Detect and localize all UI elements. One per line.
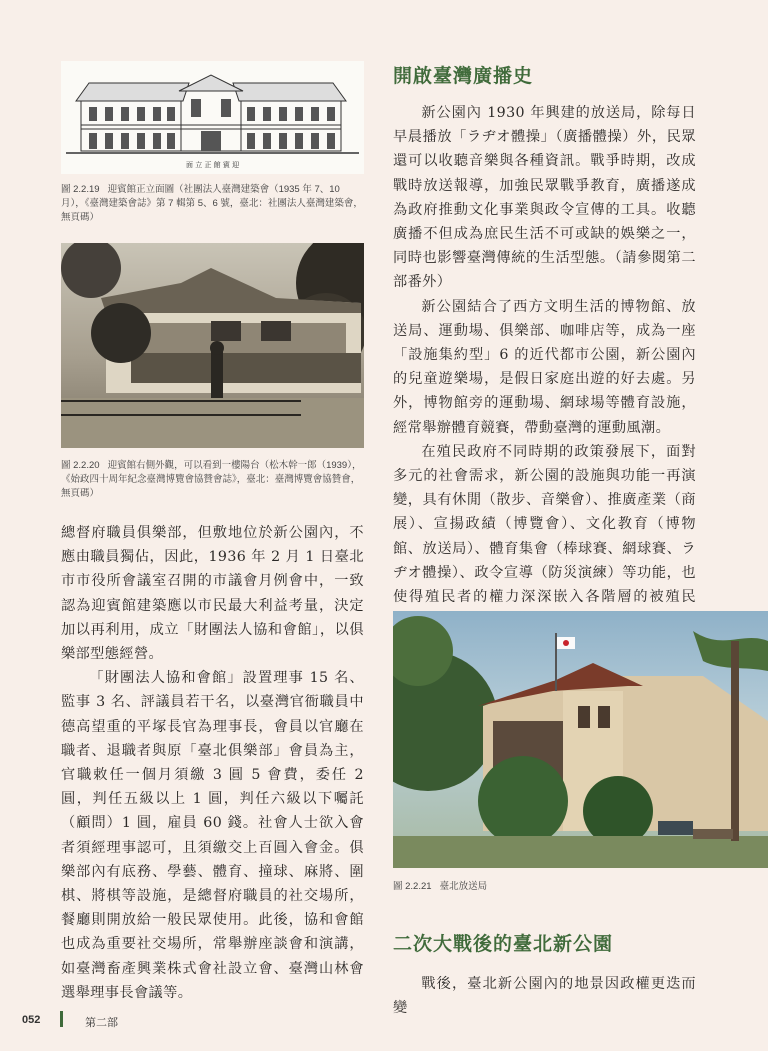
figure-number: 圖 2.2.21	[393, 881, 432, 892]
footer-section-label: 第二部	[85, 1017, 118, 1029]
footer-divider	[60, 1011, 63, 1027]
caption-text: 臺北放送局	[439, 881, 488, 892]
paragraph: 在殖民政府不同時期的政策發展下，面對多元的社會需求，新公園的設施與功能一再演變，具有休閒（散步、音樂會）、推廣產業（商展）、宣揚政績（博覽會）、文化教育（博物館、放送局）、體育集會（棒球賽、網球賽、ラヂオ體操）、政令宣導（防災演練）等功能，也使得殖民者的權力深深嵌入各階層的被殖民	[393, 443, 696, 606]
paragraph: 戰後，臺北新公園內的地景因政權更迭而變	[393, 976, 696, 1017]
paragraph: 新公園內 1930 年興建的放送局，除每日早晨播放「ラヂオ體操」（廣播體操）外，民眾還可以收聽音樂與各種資訊。戰爭時期，改成戰時放送報導，加強民眾戰爭教育，廣播遂成為政府推動文化事業與政令宣傳的工具。收聽廣播不但成為庶民生活不可或缺的娛樂之一，同時也影響臺灣傳統的生活型態。（請參閱第二部番外）	[393, 105, 696, 291]
drawing-label: 面 立 正 館 賓 迎	[186, 161, 240, 169]
figure-broadcast-station-photo	[393, 611, 768, 868]
caption-text: 迎賓館正立面圖（社團法人臺灣建築會（1935 年 7、10 月），《臺灣建築會誌》第 7 輯第 5、6 號，臺北：社團法人臺灣建築會，無頁碼）	[61, 184, 363, 223]
caption-text: 迎賓館右側外觀，可以看到一樓陽台（松木幹一郎（1939），《始政四十周年紀念臺灣博覽會協贊會誌》，臺北：臺灣博覽會協贊會，無頁碼）	[61, 460, 362, 499]
paragraph: 「財團法人協和會館」設置理事 15 名、監事 3 名、評議員若干名，以臺灣官衙職員中德高望重的平塚長官為理事長，會員以官廳在職者、退職者與原「臺北俱樂部」會員為主，官職敕任一個月須繳 3 圓 5 會費，委任 2 圓，判任五級以上 1 圓，判任六級以下囑託（顧問）1 圓，雇員 60 錢。社會人士欲入會者須經理事認可，且須繳交上百圓入會金。俱樂部內有底務、學藝、體育、撞球、麻將、圍棋、將棋等設施，是總督府職員的社交場所，餐廳則開放給一般民眾使用。此後，協和會館也成為重要社交場所，常舉辦座談會和演講，如臺灣畜產興業株式會社設立會、臺灣山林會選舉理事長會議等。	[61, 670, 364, 1001]
figure-number: 圖 2.2.20	[61, 460, 100, 471]
figure-elevation-drawing	[61, 61, 364, 174]
section-heading-postwar: 二次大戰後的臺北新公園	[393, 933, 614, 955]
section-heading-broadcast: 開啟臺灣廣播史	[393, 65, 534, 87]
figure-caption-2-2-19	[61, 183, 364, 225]
page-number: 052	[22, 1014, 41, 1026]
paragraph: 總督府職員俱樂部，但敷地位於新公園內，不應由職員獨佔，因此，1936 年 2 月 1 日臺北市市役所會議室召開的市議會月例會中，一致認為迎賓館建築應以市民最大利益考量，決定加以再利用，成立「財團法人協和會館」，以俱樂部型態經營。	[61, 525, 364, 663]
section2-text	[393, 972, 696, 1020]
broadcast-station-photo	[393, 611, 768, 868]
section1-text	[393, 101, 696, 633]
figure-caption-2-2-21	[393, 880, 696, 894]
figure-guesthouse-photo	[61, 243, 364, 448]
figure-caption-2-2-20	[61, 459, 364, 501]
paragraph: 新公園結合了西方文明生活的博物館、放送局、運動場、俱樂部、咖啡店等，成為一座「設施集約型」6 的近代都市公園，新公園內的兒童遊樂場，是假日家庭出遊的好去處。另外，博物館旁的運動場、網球場等體育設施，經常舉辦體育競賽，帶動臺灣的運動風潮。	[393, 298, 696, 436]
guesthouse-photo	[61, 243, 364, 448]
left-column-text	[61, 521, 364, 1005]
figure-number: 圖 2.2.19	[61, 184, 100, 195]
elevation-drawing	[61, 61, 364, 174]
